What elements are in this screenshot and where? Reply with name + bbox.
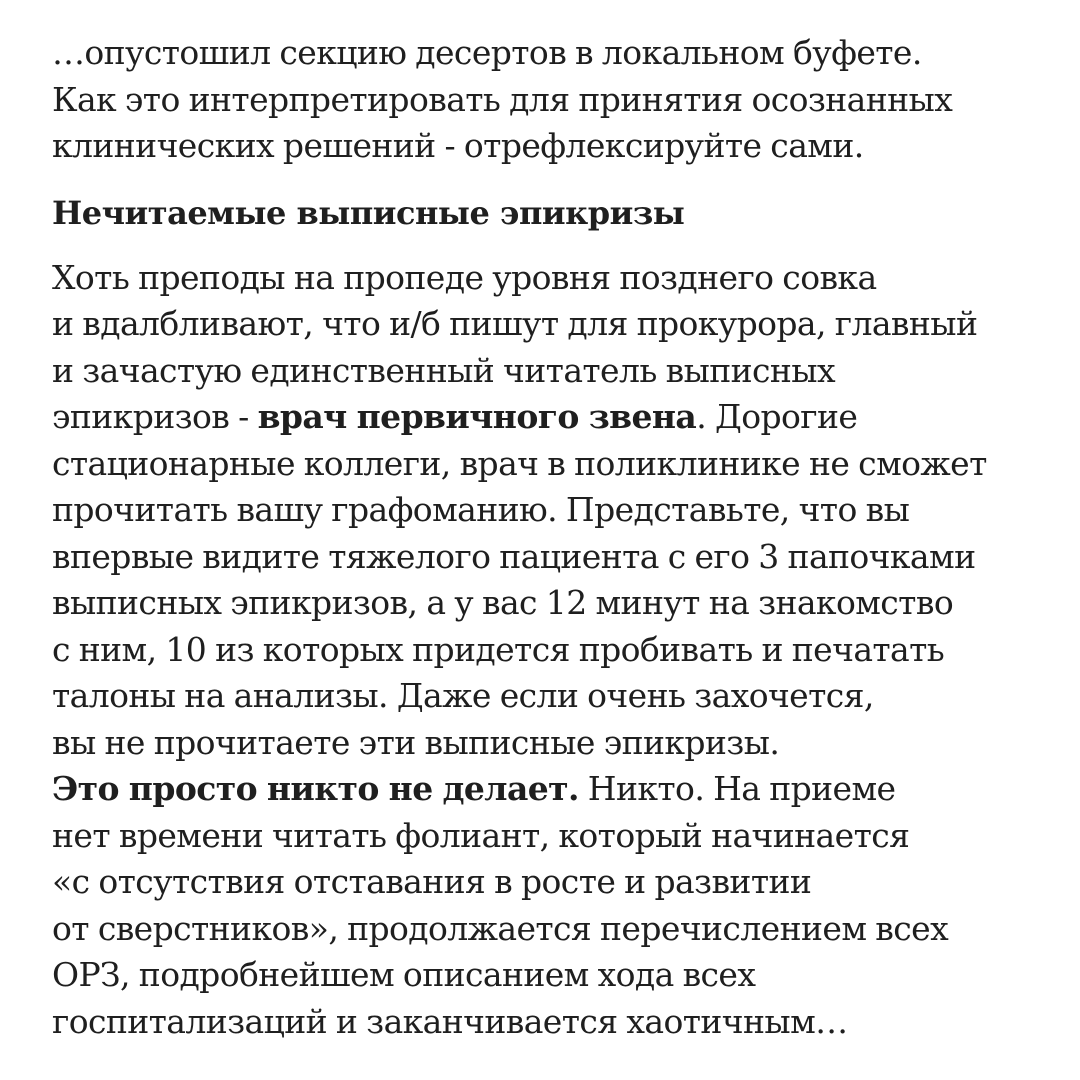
text-line: впервые видите тяжелого пациента с его 3 папочками [52, 536, 976, 576]
text-line: стационарные коллеги, врач в поликлинике не сможет [52, 443, 987, 483]
bold-emphasis: Это просто никто не делает. [52, 769, 579, 808]
text-line: Как это интерпретировать для принятия осознанных [52, 79, 953, 119]
intro-paragraph [52, 30, 1052, 170]
text-line: клинических решений - отрефлексируйте сами. [52, 126, 864, 165]
article-text [52, 30, 1052, 1045]
text-segment: Никто. На приеме [578, 769, 896, 808]
text-line: выписных эпикризов, а у вас 12 минут на знакомство [52, 583, 954, 622]
text-line [52, 394, 1052, 441]
text-line: госпитализаций и заканчивается хаотичным… [52, 1001, 848, 1041]
section-heading: Нечитаемые выписные эпикризы [52, 193, 685, 232]
text-line: …опустошил секцию десертов в локальном буфете. [52, 33, 922, 72]
text-line: вы не прочитаете эти выписные эпикризы. [52, 722, 780, 762]
text-line: прочитать вашу графоманию. Представьте, что вы [52, 490, 910, 529]
text-line: и зачастую единственный читатель выписных [52, 350, 835, 390]
body-paragraph [52, 255, 1052, 1046]
text-line: нет времени читать фолиант, который начинается [52, 815, 910, 855]
text-line: и вдалбливают, что и/б пишут для прокурора, главный [52, 304, 978, 343]
text-segment: . Дорогие [696, 397, 858, 436]
text-line: талоны на анализы. Даже если очень захочется, [52, 676, 874, 715]
text-line: с ним, 10 из которых придется пробивать и печатать [52, 629, 945, 669]
text-segment: эпикризов - [52, 397, 258, 436]
text-line: Хоть преподы на пропеде уровня позднего совка [52, 257, 877, 297]
text-line: «с отсутствия отставания в росте и развитии [52, 862, 812, 901]
text-line: ОРЗ, подробнейшем описанием хода всех [52, 955, 756, 994]
text-line: от сверстников», продолжается перечислением всех [52, 908, 949, 948]
bold-emphasis: врач первичного звена [257, 397, 697, 436]
text-line [52, 766, 1052, 813]
